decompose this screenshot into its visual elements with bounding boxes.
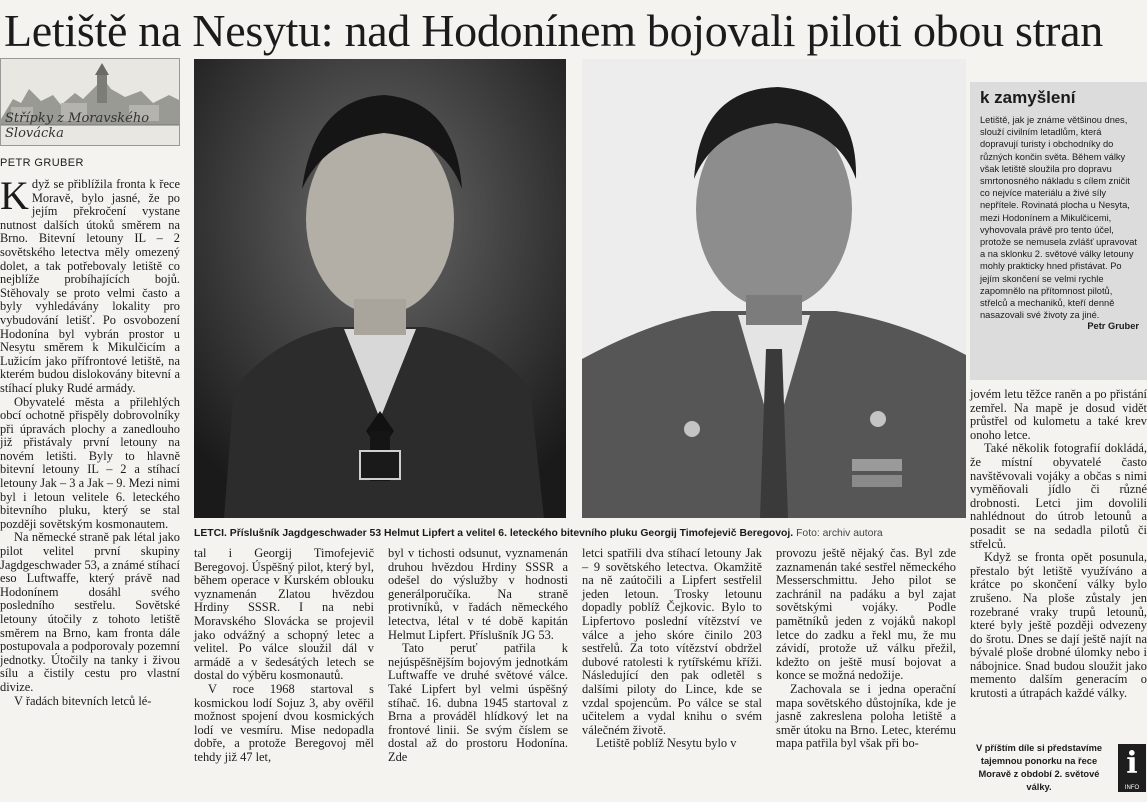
paragraph: V roce 1968 startoval s kosmickou lodí Sojuz 3, aby ověřil možnost spojení dvou kosmických lodí ve vesmíru. Mise nedopadla dobře, a protože Beregovoj měl tehdy již 47 let, [194,681,374,764]
article-column-6 [970,388,1147,701]
article-column-4 [582,547,762,751]
paragraph: dyž se přiblížila fronta k řece Moravě, bylo jasné, že po jejím překročení vystane nutnost dalších útoků směrem na Brno. Bitevní letouny IL – 2 sovětského letectva měly omezený dolet, a tak potřebovaly letiště co nejblíže probíhajících bojů. Stěhovaly se proto velmi často a byly vyhledávány lokality pro vybudování letišť. Po osvobození Hodonína byl vybrán prostor u Nesytu směrem k Mikulčicím a Lužicím jako přífrontové letiště, na kterém budou dislokovány bitevní a stíhací pluky Rudé armády. [0,177,180,395]
article-column-2 [194,547,374,765]
series-masthead [0,58,180,146]
next-episode-teaser: V příštím díle si představíme tajemnou ponorku na řece Moravě z období 2. světové války. [975,743,1103,792]
sidebar-signature: Petr Gruber [1087,321,1139,332]
article-column-3 [388,547,568,765]
paragraph: letci spatřili dva stíhací letouny Jak – 9 sovětského letectva. Okamžitě na ně zaútočili a Lipfert sestřelil jeden letoun. Trosky letounu dopadly poblíž Čejkovic. Bylo to Lipfertovo poslední vítězství ve válce a jeho skóre činilo 203 sestřelů. Za toto vítězství obdržel dubové ratolesti k rytířskému kříži. Následující den pak odletěl s dalšími piloty do Lince, kde se vzdal spojencům. Po válce se stal učitelem a vydal knihu o svém válečném životě. [582,546,762,737]
paragraph: Na německé straně pak létal jako pilot velitel první skupiny Jagdgeschwader 53, a známé stíhací eso Luftwaffe, který právě nad Hodonínem dosáhl svého posledního sestřelu. Sovětské letouny útočily z tohoto letiště směrem na Brno, kam fronta dále postupovala a podporovaly pozemní jednotky. Útočily na tanky i živou sílu a čistily cestu pro vlastní divize. [0,530,180,694]
series-title: Střípky z Moravského Slovácka [5,111,150,141]
headline: Letiště na Nesytu: nad Hodonínem bojovali piloti obou stran [4,5,1103,56]
portrait-beregovoj-illustration [582,59,966,518]
info-icon [1118,744,1146,792]
drop-cap: K [0,173,29,218]
paragraph: tal i Georgij Timofejevič Beregovoj. Úspěšný pilot, který byl, během operace v Kurském oblouku vyznamenán Zlatou hvězdou Hrdiny SSSR. I na nebi Moravského Slovácka se projevil jako odvážný a schopný letec a velitel. Po válce sloužil dál v armádě a v šedesátých letech se dostal do výběru kosmonautů. [194,546,374,683]
author-byline: PETR GRUBER [0,157,84,169]
paragraph: Tato peruť patřila k nejúspěšnějším bojovým jednotkám Luftwaffe ve druhé světové válce. Také Lipfert byl velmi úspěšný stíhač. 16. dubna 1945 startoval z Brna a prováděl hlídkový let na frontové linii. Se svým číslem se dostal až do prostoru Hodonína. Zde [388,641,568,764]
photo-caption [194,528,966,539]
article-column-1 [0,173,180,708]
paragraph: provozu ještě nějaký čas. Byl zde zaznamenán také sestřel německého Messerschmittu. Jeho pilot se zachránil na padáku a byl zajat sovětskými vojáky. Podle pamětníků jeden z vojáků nakopl letce do zadku a řekl mu, že mu závidí, protože už válku přežil, kdežto on ještě musí bojovat a konce se možná nedožije. [776,546,956,683]
paragraph: jovém letu těžce raněn a po přistání zemřel. Na mapě je dosud vidět průstřel od kulometu a také krev onoho letce. [970,387,1147,442]
paragraph: Také několik fotografií dokládá, že místní obyvatelé často navštěvovali vojáky a občas s nimi vyměňovali jídlo či různé drobnosti. Letci jim dovolili nahlédnout do útrob letounů a posadit se na sedadla pilotů či střelců. [970,441,1147,551]
paragraph: Zachovala se i jedna operační mapa sovětského důstojníka, kde je jasně zakreslena poloha letiště a směr útoku na Brno. Letec, kterému mapa patřila byl však při bo- [776,681,956,751]
paragraph: Obyvatelé města a přilehlých obcí ochotně přispěly dobrovolníky při úpravách plochy a zanedlouho již přistávaly první letouny na novém letišti. Byly to hlavně bitevní letouny IL – 2 a stíhací letouny Jak – 3 a Jak – 9. Mezi nimi byl i letoun velitele 6. leteckého bitevního pluku, který se stal později sovětským kosmonautem. [0,394,180,531]
sidebar-text: Letiště, jak je známe většinou dnes, slouží civilním letadlům, která dopravují turisty i obchodníky do různých končin světa. Během války však letiště sloužila pro dopravu smrtonosného nákladu s cílem zničit co nejvíce materiálu a živé síly nepřítele. Rovinatá plocha u Nesyta, mezi Hodonínem a Mikulčicemi, vyhovovala právě pro tento účel, protože se nemusela zvlášť upravovat a na sklonku 2. světové války letouny mohly prakticky hned přistávat. Po jejím skončení se velmi rychle zapomnělo na přítomnost pilotů, střelců a mechaniků, kteří denně nasazovali své životy za jiné. [980,115,1137,321]
photo-beregovoj [582,59,966,518]
caption-text: LETCI. Příslušník Jagdgeschwader 53 Helmut Lipfert a velitel 6. leteckého bitevního pluku Georgij Timofejevič Beregovoj. [194,528,794,539]
photo-credit: Foto: archiv autora [796,528,883,539]
paragraph: byl v tichosti odsunut, vyznamenán druhou hvězdou Hrdiny SSSR a odešel do výslužby v hodnosti generálporučíka. Na straně protivníků, v řadách německého letectva, létal v té době kapitán Helmut Lipfert. Příslušník JG 53. [388,546,568,642]
info-label: INFO [1124,785,1140,791]
sidebar-box [970,82,1147,380]
article-column-5 [776,547,956,751]
paragraph: Letiště poblíž Nesytu bylo v [596,736,737,751]
paragraph: Když se fronta opět posunula, přestalo být letiště využíváno a krátce po skončení války bylo zrušeno. Na ploše zůstaly jen rozebrané vraky trupů letounů, které byly ještě později odvezeny do šrotu. Dnes se dají ještě najít na bývalé ploše drobné úlomky nebo i nábojnice. Snad budou sloužit jako memento dalším generacím o krutosti a útrapách každé války. [970,550,1147,701]
portrait-lipfert-illustration [194,59,566,518]
info-glyph: i [1126,746,1138,781]
photo-lipfert [194,59,566,518]
paragraph: V řadách bitevních letců lé- [14,693,152,708]
sidebar-title: k zamyšlení [980,88,1076,107]
